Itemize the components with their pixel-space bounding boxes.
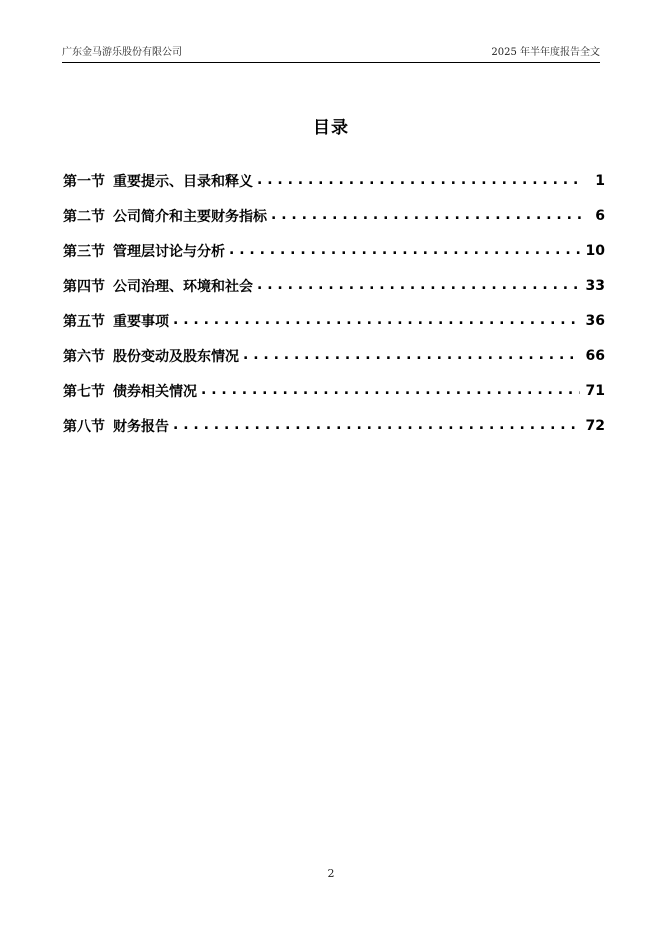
toc-leader-dots [173, 418, 580, 434]
toc-entry-title: 公司简介和主要财务指标 [113, 208, 267, 225]
toc-section-label: 第七节 [63, 383, 105, 400]
toc-leader-dots [271, 208, 581, 224]
toc-title: 目录 [313, 118, 349, 138]
toc-entry-title: 管理层讨论与分析 [113, 243, 225, 260]
toc-entry-title: 财务报告 [113, 418, 169, 435]
toc-leader-dots [201, 383, 580, 399]
toc-leader-dots [257, 173, 581, 189]
toc-entry-title: 股份变动及股东情况 [113, 348, 239, 365]
toc-entry-8[interactable] [63, 408, 605, 443]
toc-entry-title: 重要事项 [113, 313, 169, 330]
toc-entry-4[interactable] [63, 268, 605, 303]
toc-page-number: 71 [585, 382, 605, 399]
header-company-name: 广东金马游乐股份有限公司 [62, 47, 182, 58]
toc-page-number: 10 [585, 242, 605, 259]
page-header [62, 44, 600, 63]
toc-entry-title: 债券相关情况 [113, 383, 197, 400]
toc-section-label: 第四节 [63, 278, 105, 295]
toc-leader-dots [173, 313, 580, 329]
toc-section-label: 第三节 [63, 243, 105, 260]
toc-page-number: 6 [595, 207, 605, 224]
toc-entry-title: 公司治理、环境和社会 [113, 278, 253, 295]
toc-leader-dots [243, 348, 580, 364]
toc-entry-7[interactable] [63, 373, 605, 408]
toc-entry-title: 重要提示、目录和释义 [113, 173, 253, 190]
toc-entry-3[interactable] [63, 233, 605, 268]
toc-section-label: 第六节 [63, 348, 105, 365]
toc-page-number: 66 [585, 347, 605, 364]
toc-section-label: 第八节 [63, 418, 105, 435]
header-report-title: 2025 年半年度报告全文 [491, 47, 600, 58]
toc-section-label: 第一节 [63, 173, 105, 190]
toc-leader-dots [257, 278, 580, 294]
table-of-contents [63, 163, 605, 443]
toc-entry-5[interactable] [63, 303, 605, 338]
toc-entry-6[interactable] [63, 338, 605, 373]
toc-entry-1[interactable] [63, 163, 605, 198]
toc-section-label: 第二节 [63, 208, 105, 225]
toc-page-number: 72 [585, 417, 605, 434]
toc-page-number: 1 [595, 172, 605, 189]
toc-leader-dots [229, 243, 580, 259]
page-number: 2 [327, 867, 335, 880]
toc-page-number: 33 [585, 277, 605, 294]
toc-page-number: 36 [585, 312, 605, 329]
toc-section-label: 第五节 [63, 313, 105, 330]
toc-entry-2[interactable] [63, 198, 605, 233]
